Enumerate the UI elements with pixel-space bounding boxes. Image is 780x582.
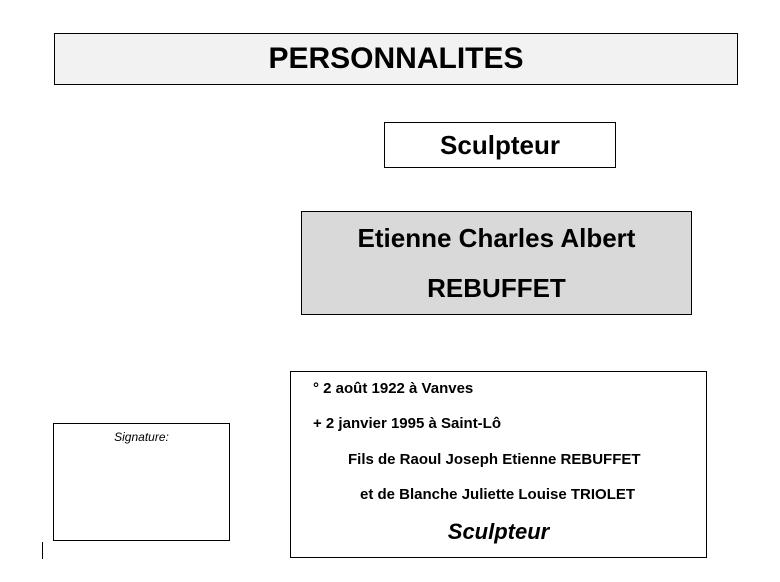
- signature-label: Signature:: [114, 430, 169, 444]
- person-surname: REBUFFET: [427, 273, 566, 303]
- birth-line: ° 2 août 1922 à Vanves: [313, 380, 474, 397]
- role-box: [384, 122, 616, 168]
- person-name-box: [301, 211, 692, 315]
- page-title: PERSONNALITES: [268, 42, 524, 75]
- biography-box: [290, 371, 707, 558]
- profession-line: Sculpteur: [447, 519, 550, 544]
- role-label: Sculpteur: [440, 129, 560, 160]
- mother-line: et de Blanche Juliette Louise TRIOLET: [360, 486, 636, 503]
- signature-box[interactable]: [53, 423, 230, 541]
- death-line: + 2 janvier 1995 à Saint-Lô: [313, 415, 502, 432]
- text-cursor: [42, 542, 43, 559]
- page-title-box: [54, 33, 738, 85]
- father-line: Fils de Raoul Joseph Etienne REBUFFET: [348, 451, 641, 468]
- person-first-names: Etienne Charles Albert: [357, 223, 636, 253]
